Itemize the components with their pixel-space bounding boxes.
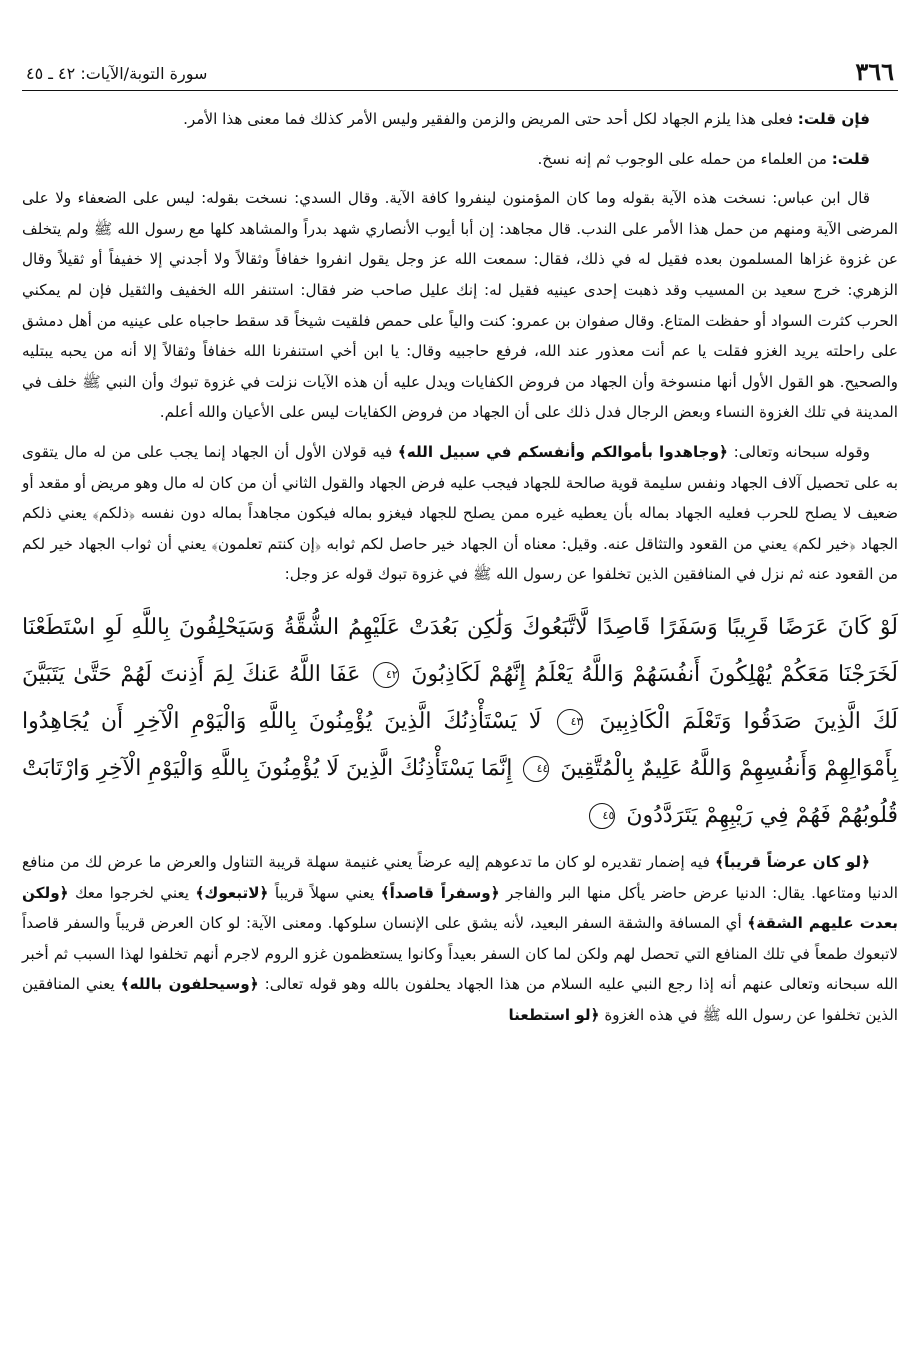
paragraph-text: يعني سهلاً قريباً: [274, 883, 375, 902]
ayah-number-marker: ٤٥: [589, 803, 615, 829]
paragraph-text: فيه قولان الأول أن الجهاد إنما يجب على من له مال يتقوى به على تحصيل آلاف الجهاد ونفس سليمة قوية صالحة للجهاد فيجب عليه فرض الجهاد والقول الثاني أن من كان له مال وهو مريض أو مقعد أو ضعيف لا يصلح للحرب فعليه الجهاد بماله بأن يعطيه غيره ممن يصلح للجهاد فيغزو بماله فيكون مجاهداً بماله دون نفسه ﴿ذلكم﴾ يعني ذلكم الجهاد ﴿خير لكم﴾ يعني من القعود والتثاقل عنه. وقيل: معناه أن الجهاد خير حاصل لكم ثوابه ﴿إن كنتم تعلمون﴾ يعني أن ثواب الجهاد خير لكم من القعود عنه ثم نزل في المنافقين الذين تخلفوا عن رسول الله ﷺ في غزوة تبوك قوله عز وجل:: [22, 442, 898, 584]
paragraph-commentary: [22, 847, 898, 1031]
paragraph-text: أي المسافة والشقة السفر البعيد، لأنه يشق على الإنسان سلوكها. ومعنى الآية: لو كان العرض قريباً والسفر قاصداً لاتبعوك طمعاً في تلك المنافع التي تحصل لهم ولكن لما كان السفر بعيداً وكانوا يستعظمون غزو الروم لاجرم أنهم تخلفوا لهذا السبب ثم أخبر الله سبحانه وتعالى عنهم أنه إذا رجع النبي عليه السلام من هذا الجهاد يحلفون بالله وهو قوله تعالى:: [22, 914, 899, 994]
inline-verse: ﴿لو كان عرضاً قريباً﴾: [715, 852, 870, 871]
paragraph-answer: [22, 144, 898, 175]
page-number: ٣٦٦: [855, 57, 894, 86]
paragraph-text: يعني المنافقين الذين تخلفوا عن رسول الله ﷺ في هذه الغزوة: [22, 975, 898, 1024]
ayah-number-marker: ٤٣: [557, 709, 583, 735]
quran-segment: إِنَّمَا يَسْتَأْذِنُكَ الَّذِينَ لَا يُؤْمِنُونَ بِاللَّهِ وَالْيَوْمِ الْآخِرِ وَارْتَابَتْ قُلُوبُهُمْ فَهُمْ فِي رَيْبِهِمْ يَتَرَدَّدُونَ: [22, 755, 898, 828]
inline-verse: ﴿لاتبعوك﴾: [195, 883, 269, 902]
quran-segment: لَا يَسْتَأْذِنُكَ الَّذِينَ يُؤْمِنُونَ بِاللَّهِ وَالْيَوْمِ الْآخِرِ أَن يُجَاهِدُوا بِأَمْوَالِهِمْ وَأَنفُسِهِمْ وَاللَّهُ عَلِيمٌ بِالْمُتَّقِينَ: [22, 708, 898, 781]
inline-verse: ﴿وجاهدوا بأموالكم وأنفسكم في سبيل الله﴾: [397, 442, 728, 461]
running-title: سورة التوبة/الآيات: ٤٢ ـ ٤٥: [26, 64, 208, 83]
lead-label: فإن قلت:: [797, 110, 870, 128]
paragraph-opinions: [22, 183, 898, 428]
paragraph-question: [22, 104, 898, 135]
quran-segment: عَفَا اللَّهُ عَنكَ لِمَ أَذِنتَ لَهُمْ حَتَّىٰ يَتَبَيَّنَ لَكَ الَّذِينَ صَدَقُوا وَتَعْلَمَ الْكَاذِبِينَ: [22, 661, 899, 734]
inline-verse: ﴿وسيحلفون بالله﴾: [120, 975, 259, 994]
paragraph-text: فيه إضمار تقديره لو كان ما تدعوهم إليه عرضاً يعني غنيمة سهلة قريبة التناول والعرض ما عرض لك من منافع الدنيا ومتاعها. يقال: الدنيا عرض حاضر يأكل منها البر والفاجر: [22, 852, 899, 902]
paragraph-text: فعلى هذا يلزم الجهاد لكل أحد حتى المريض والزمن والفقير وليس الأمر كذلك فما معنى هذا الأمر.: [183, 110, 793, 128]
paragraph-text: من العلماء من حمله على الوجوب ثم إنه نسخ.: [537, 149, 827, 168]
quran-verses-block: [22, 604, 898, 839]
inline-verse: ﴿ولكن بعدت عليهم الشقة﴾: [22, 883, 898, 933]
inline-verse: ﴿وسفراً قاصداً﴾: [380, 883, 500, 902]
quran-segment: لَوْ كَانَ عَرَضًا قَرِيبًا وَسَفَرًا قَاصِدًا لَّاتَّبَعُوكَ وَلَٰكِن بَعُدَتْ عَلَيْهِمُ الشُّقَّةُ وَسَيَحْلِفُونَ بِاللَّهِ لَوِ اسْتَطَعْنَا لَخَرَجْنَا مَعَكُمْ يُهْلِكُونَ أَنفُسَهُمْ وَاللَّهُ يَعْلَمُ إِنَّهُمْ لَكَاذِبُونَ: [22, 614, 898, 687]
ayah-number-marker: ٤٤: [523, 756, 549, 782]
lead-label: قلت:: [831, 149, 870, 168]
page-header: [22, 56, 898, 91]
ayah-number-marker: ٤٢: [373, 662, 399, 688]
paragraph-text: وقوله سبحانه وتعالى:: [733, 442, 871, 461]
paragraph-jihad-wealth: [22, 437, 898, 590]
inline-verse: ﴿لو استطعنا: [508, 1005, 600, 1024]
paragraph-text: يعني لخرجوا معك: [74, 883, 190, 902]
body-text: [22, 104, 898, 1039]
paragraph-text: قال ابن عباس: نسخت هذه الآية بقوله وما كان المؤمنون لينفروا كافة الآية. وقال السدي: نسخت بقوله: ليس على الضعفاء ولا على المرضى الآية ومنهم من حمل هذا الأمر على الندب. قال مجاهد: إن أبا أيوب الأنصاري شهد بدراً والمشاهد كلها مع رسول الله ﷺ ولم يتخلف عن غزوة غزاها المسلمون بعده فقيل له في ذلك، فقال: سمعت الله عز وجل يقول انفروا خفافاً وثقالاً ولا أجدني إلا خفيفاً أو ثقيلاً وقال الزهري: خرج سعيد بن المسيب وقد ذهبت إحدى عينيه فقيل له: إنك عليل صاحب ضر فقال: استنفر الله الخفيف والثقيل فإن لم يمكني الحرب كثرت السواد أو حفظت المتاع. وقال صفوان بن عمرو: كنت والياً على حمص فلقيت شيخاً قد سقط حاجباه على عينيه من أهل دمشق على راحلته يريد الغزو فقلت يا عم أنت معذور عند الله، فرفع حاجبيه وقال: يا ابن أخي استنفرنا الله خفافاً وثقالاً إلا أنه من يحبه يبتليه والصحيح. هو القول الأول أنها منسوخة وأن الجهاد من فروض الكفايات ويدل عليه أن هذه الآيات نزلت في غزوة تبوك وأن النبي ﷺ خلف في المدينة في تلك الغزوة النساء وبعض الرجال فدل ذلك على أن الجهاد من فروض الكفايات ليس على الأعيان والله أعلم.: [22, 189, 898, 422]
